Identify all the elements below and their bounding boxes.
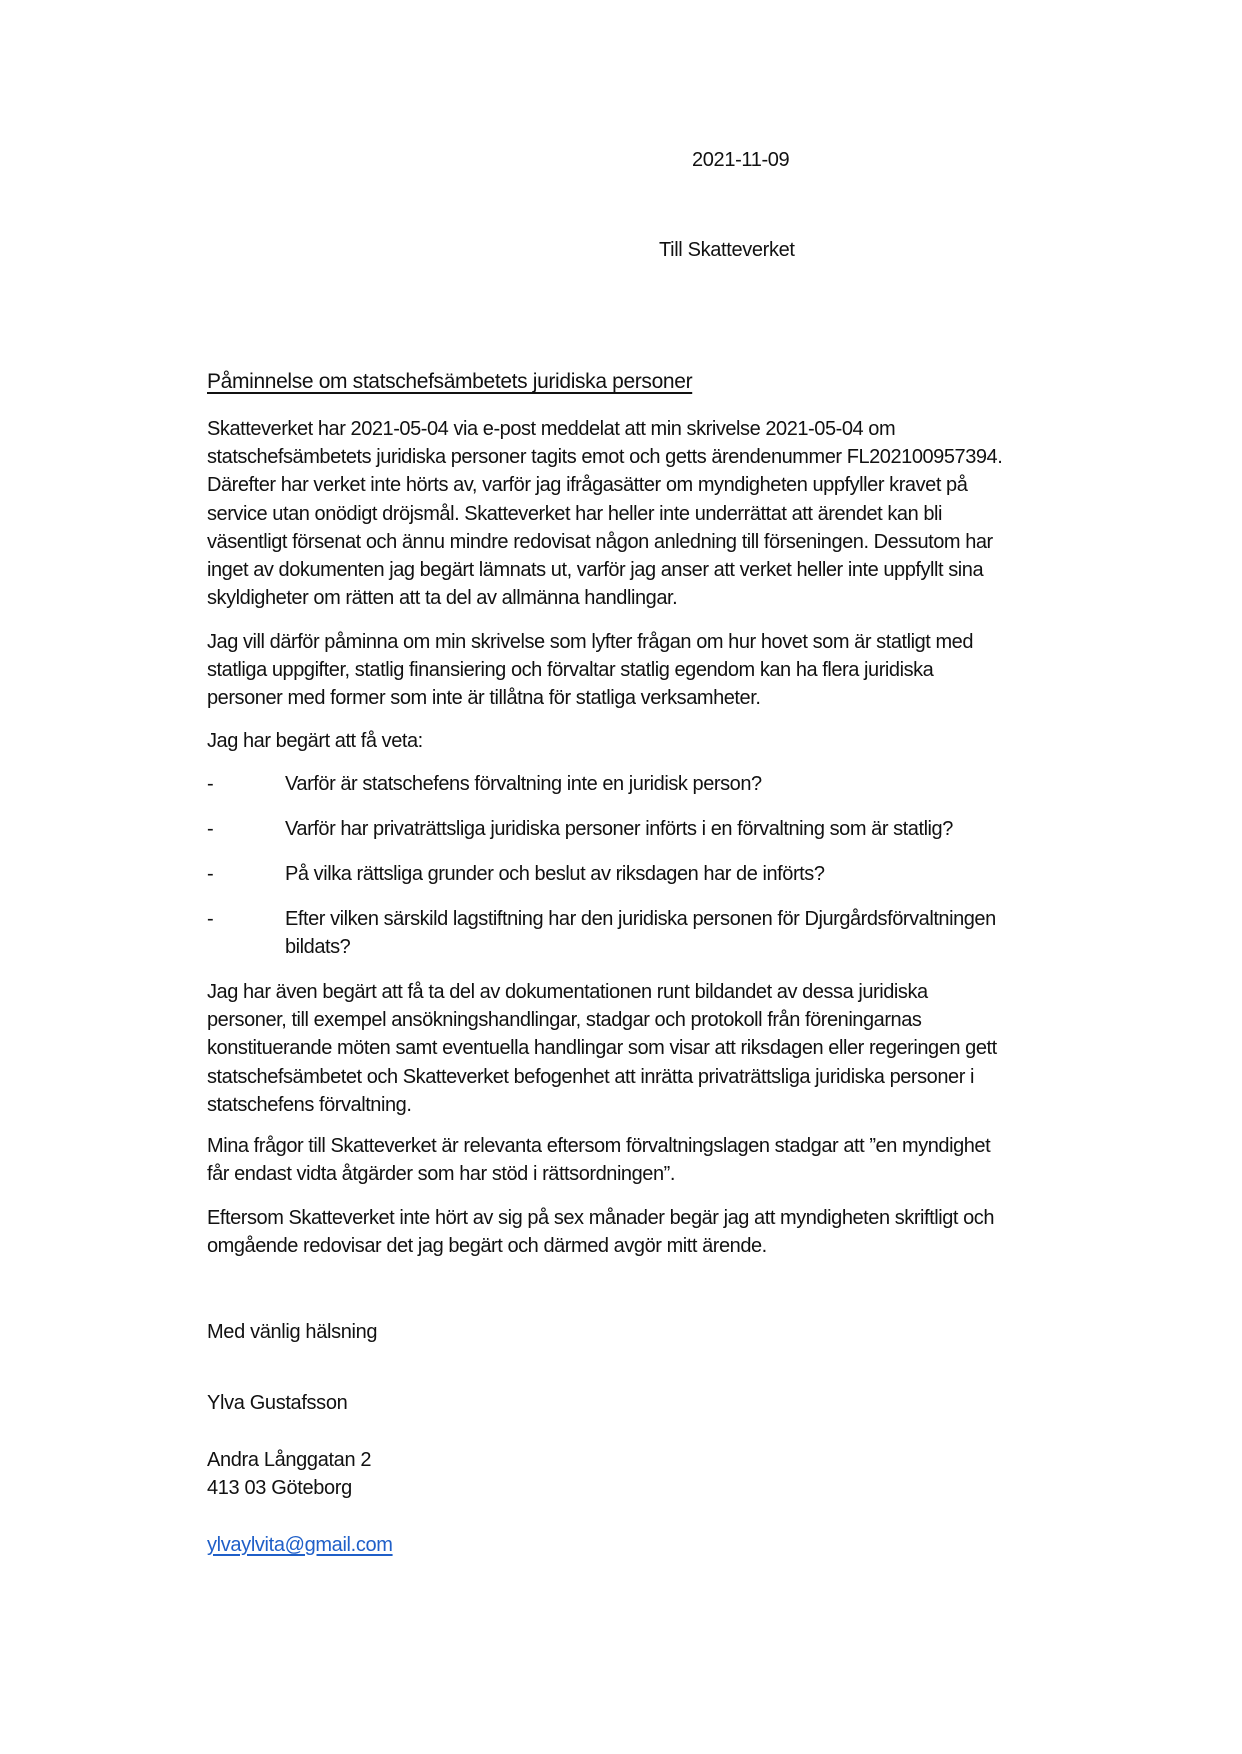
paragraph-documentation-request bbox=[207, 978, 1087, 1119]
paragraph-case-status bbox=[207, 415, 1087, 612]
address-city: 413 03 Göteborg bbox=[207, 1477, 352, 1499]
paragraph-reminder bbox=[207, 628, 1087, 713]
recipient: Till Skatteverket bbox=[659, 239, 795, 261]
paragraph-line: Skatteverket har 2021-05-04 via e-post meddelat att min skrivelse 2021-05-04 om bbox=[207, 418, 896, 440]
paragraph-line: får endast vidta åtgärder som har stöd i rättsordningen”. bbox=[207, 1163, 675, 1186]
paragraph-legal-basis bbox=[207, 1132, 1087, 1188]
paragraph-line: service utan onödigt dröjsmål. Skatteverket har heller inte underrättat att ärendet kan bli bbox=[207, 502, 943, 525]
question-text: Varför är statschefens förvaltning inte en juridisk person? bbox=[285, 773, 762, 795]
paragraph-demand bbox=[207, 1204, 1087, 1260]
paragraph-line: Jag har även begärt att få ta del av dokumentationen runt bildandet av dessa juridiska bbox=[207, 981, 928, 1003]
paragraph-questions-intro bbox=[207, 727, 1087, 755]
paragraph-line: statliga uppgifter, statlig finansiering och förvaltar statlig egendom kan ha flera juridiska bbox=[207, 659, 934, 682]
subject-heading: Påminnelse om statschefsämbetets juridiska personer bbox=[207, 370, 693, 393]
paragraph-line: skyldigheter om rätten att ta del av allmänna handlingar. bbox=[207, 587, 678, 610]
paragraph-line: konstituerande möten samt eventuella handlingar som visar att riksdagen eller regeringen gett bbox=[207, 1037, 997, 1060]
paragraph-line: statschefsämbetets juridiska personer tagits emot och getts ärendenummer FL202100957394. bbox=[207, 446, 1003, 469]
paragraph-line: Mina frågor till Skatteverket är relevanta eftersom förvaltningslagen stadgar att ”en myndighet bbox=[207, 1135, 991, 1157]
paragraph-line: väsentligt försenat och ännu mindre redovisat någon anledning till förseningen. Dessutom har bbox=[207, 530, 993, 553]
closing-salutation: Med vänlig hälsning bbox=[207, 1321, 378, 1343]
paragraph-line: statschefens förvaltning. bbox=[207, 1093, 412, 1116]
bullet-dash: - bbox=[207, 863, 214, 885]
paragraph-line: Jag har begärt att få veta: bbox=[207, 730, 423, 752]
paragraph-line: personer med former som inte är tillåtna för statliga verksamheter. bbox=[207, 687, 761, 710]
paragraph-line: personer, till exempel ansökningshandlingar, stadgar och protokoll från föreningarnas bbox=[207, 1009, 922, 1032]
question-text: På vilka rättsliga grunder och beslut av riksdagen har de införts? bbox=[285, 863, 825, 885]
email-link[interactable]: ylvaylvita@gmail.com bbox=[207, 1534, 393, 1556]
bullet-dash: - bbox=[207, 818, 214, 840]
bullet-dash: - bbox=[207, 908, 214, 930]
bullet-dash: - bbox=[207, 773, 214, 795]
question-text: Efter vilken särskild lagstiftning har den juridiska personen för Djurgårdsförvaltningen bbox=[285, 908, 996, 930]
paragraph-line: statschefsämbetet och Skatteverket befogenhet att inrätta privaträttsliga juridiska personer i bbox=[207, 1065, 975, 1088]
paragraph-line: omgående redovisar det jag begärt och därmed avgör mitt ärende. bbox=[207, 1235, 767, 1258]
question-text: bildats? bbox=[285, 936, 351, 959]
paragraph-line: Eftersom Skatteverket inte hört av sig på sex månader begär jag att myndigheten skriftligt och bbox=[207, 1207, 995, 1229]
address-street: Andra Långgatan 2 bbox=[207, 1449, 372, 1471]
question-text: Varför har privaträttsliga juridiska personer införts i en förvaltning som är statlig? bbox=[285, 818, 953, 840]
paragraph-line: Därefter har verket inte hörts av, varför jag ifrågasätter om myndigheten uppfyller kravet på bbox=[207, 474, 968, 497]
paragraph-line: inget av dokumenten jag begärt lämnats ut, varför jag anser att verket heller inte uppfyllt sina bbox=[207, 559, 984, 582]
letter-date: 2021-11-09 bbox=[692, 149, 790, 171]
paragraph-line: Jag vill därför påminna om min skrivelse som lyfter frågan om hur hovet som är statligt med bbox=[207, 631, 974, 653]
signer-name: Ylva Gustafsson bbox=[207, 1392, 348, 1414]
